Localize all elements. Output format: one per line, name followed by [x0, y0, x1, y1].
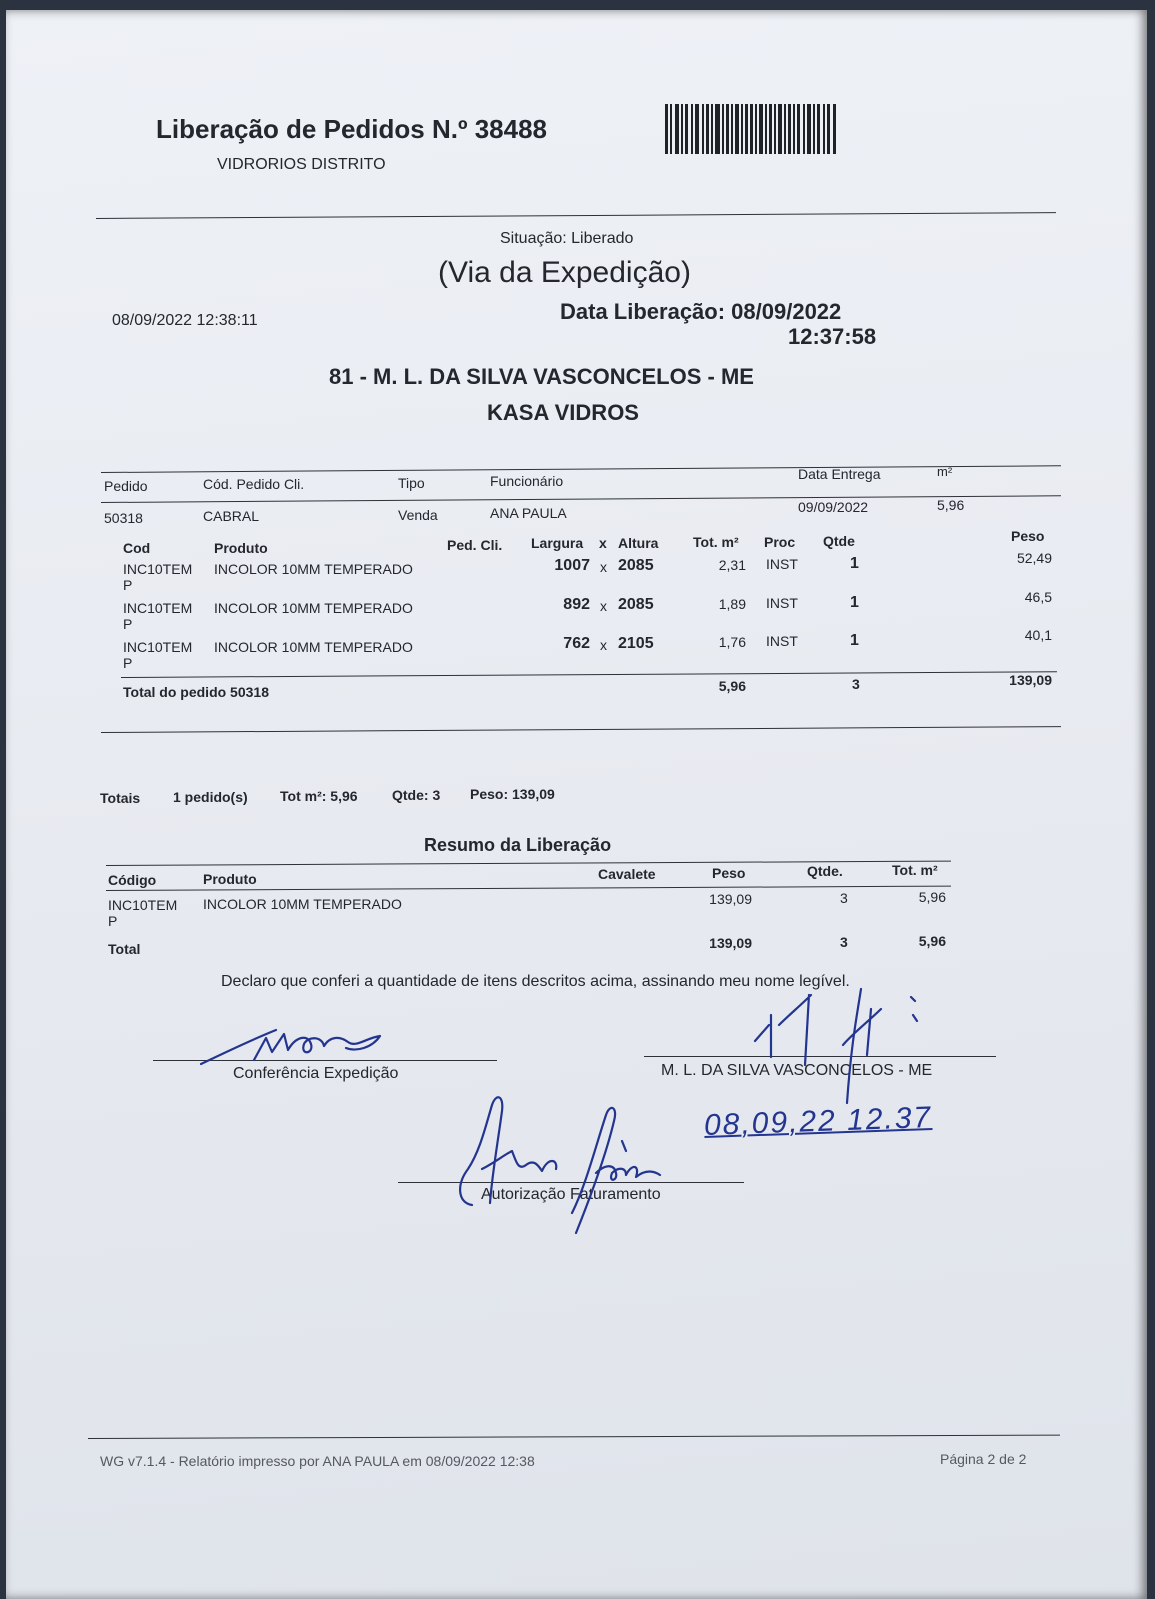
col-header-tipo: Tipo [398, 475, 425, 491]
item-header-peso: Peso [1011, 528, 1045, 544]
item-cod: INC10TEM [123, 600, 193, 616]
document-title: Liberação de Pedidos N.º 38488 [156, 114, 547, 144]
print-datetime: 08/09/2022 12:38:11 [112, 312, 258, 329]
footer-page-number: Página 2 de 2 [940, 1451, 1027, 1467]
autorizacao-label: Autorização Faturamento [481, 1186, 661, 1203]
item-altura: 2105 [618, 635, 654, 652]
cod-cli-value: CABRAL [203, 508, 260, 524]
cliente-fantasia: KASA VIDROS [487, 400, 639, 425]
item-qtde: 1 [850, 555, 859, 572]
total-pedido-peso: 139,09 [1009, 672, 1052, 688]
item-header-x: x [599, 535, 607, 551]
signature-conferencia [196, 1022, 396, 1068]
item-x: x [600, 637, 607, 653]
divider [88, 1435, 1060, 1439]
data-entrega-value: 09/09/2022 [798, 499, 869, 515]
totais-peso: Peso: 139,09 [470, 786, 555, 802]
divider [96, 212, 1056, 219]
item-produto: INCOLOR 10MM TEMPERADO [214, 561, 413, 577]
item-largura: 762 [563, 635, 590, 652]
col-header-m2: m² [937, 464, 953, 479]
barcode-icon [665, 100, 837, 156]
resumo-cod-suffix: P [108, 913, 118, 929]
signature-autorizacao [446, 1085, 676, 1235]
data-liberacao: Data Liberação: 08/09/2022 [560, 299, 842, 324]
item-x: x [600, 598, 607, 614]
item-header-produto: Produto [214, 540, 268, 556]
item-proc: INST [766, 633, 798, 649]
item-tot-m2: 2,31 [718, 557, 746, 573]
totais-label: Totais [100, 790, 141, 806]
totais-m2: Tot m²: 5,96 [280, 788, 358, 804]
col-header-funcionario: Funcionário [490, 473, 564, 489]
resumo-produto: INCOLOR 10MM TEMPERADO [203, 896, 402, 912]
resumo-header-peso: Peso [712, 865, 746, 881]
total-pedido-m2: 5,96 [718, 678, 746, 694]
resumo-qtde: 3 [840, 890, 848, 906]
item-header-altura: Altura [618, 535, 659, 551]
divider [121, 671, 1057, 678]
item-tot-m2: 1,76 [718, 634, 746, 650]
item-header-tot-m2: Tot. m² [693, 534, 739, 550]
data-liberacao-time: 12:37:58 [788, 324, 877, 349]
via-label: (Via da Expedição) [438, 256, 691, 289]
resumo-tot-m2: 5,96 [918, 889, 946, 905]
resumo-header-produto: Produto [203, 871, 257, 887]
cliente-signature-label: M. L. DA SILVA VASCONCELOS - ME [661, 1062, 933, 1079]
divider [101, 726, 1061, 733]
item-cod: INC10TEM [123, 561, 193, 577]
item-altura: 2085 [618, 596, 654, 613]
item-peso: 52,49 [1016, 550, 1052, 566]
situacao-label: Situação: Liberado [500, 230, 634, 247]
handwritten-date: 08,09,22 12.37 [703, 1101, 933, 1142]
item-produto: INCOLOR 10MM TEMPERADO [214, 600, 413, 616]
item-largura: 1007 [554, 557, 590, 574]
footer-report-info: WG v7.1.4 - Relatório impresso por ANA PAULA em 08/09/2022 12:38 [100, 1453, 535, 1469]
item-cod-suffix: P [123, 616, 133, 632]
tipo-value: Venda [398, 507, 438, 523]
item-peso: 40,1 [1024, 627, 1052, 643]
resumo-header-tot-m2: Tot. m² [892, 862, 938, 878]
m2-value: 5,96 [937, 497, 965, 513]
item-altura: 2085 [618, 557, 654, 574]
item-qtde: 1 [850, 594, 859, 611]
resumo-peso: 139,09 [709, 891, 752, 907]
item-cod-suffix: P [123, 655, 133, 671]
resumo-total-peso: 139,09 [709, 935, 752, 951]
signature-cliente [751, 985, 931, 1105]
item-cod: INC10TEM [123, 639, 193, 655]
total-pedido-label: Total do pedido 50318 [123, 684, 269, 700]
item-header-qtde: Qtde [823, 533, 855, 549]
item-largura: 892 [563, 596, 590, 613]
item-peso: 46,5 [1024, 589, 1052, 605]
divider [101, 465, 1061, 473]
item-qtde: 1 [850, 632, 859, 649]
cliente-nome: 81 - M. L. DA SILVA VASCONCELOS - ME [329, 364, 754, 389]
item-header-largura: Largura [531, 535, 584, 551]
pedido-number: 50318 [104, 510, 143, 526]
item-header-proc: Proc [764, 534, 796, 550]
totais-qtde: Qtde: 3 [392, 787, 441, 803]
item-header-cod: Cod [123, 540, 151, 556]
resumo-header-cavalete: Cavalete [598, 866, 656, 882]
document-page [6, 10, 1147, 1599]
col-header-data-entrega: Data Entrega [798, 466, 881, 482]
item-tot-m2: 1,89 [718, 596, 746, 612]
col-header-cod-cli: Cód. Pedido Cli. [203, 476, 305, 492]
total-pedido-qtde: 3 [852, 676, 860, 692]
resumo-total-qtde: 3 [840, 934, 848, 950]
totais-pedidos: 1 pedido(s) [173, 789, 248, 805]
item-x: x [600, 559, 607, 575]
item-proc: INST [766, 595, 798, 611]
item-cod-suffix: P [123, 577, 133, 593]
divider [101, 495, 1061, 503]
resumo-title: Resumo da Liberação [424, 835, 612, 855]
declaracao-text: Declaro que conferi a quantidade de itens descritos acima, assinando meu nome legível. [221, 973, 850, 990]
resumo-header-codigo: Código [108, 872, 157, 888]
resumo-total-tot-m2: 5,96 [918, 933, 946, 949]
item-produto: INCOLOR 10MM TEMPERADO [214, 639, 413, 655]
resumo-cod: INC10TEM [108, 897, 178, 913]
item-header-ped-cli: Ped. Cli. [447, 537, 503, 553]
resumo-header-qtde: Qtde. [807, 863, 843, 879]
conferencia-label: Conferência Expedição [233, 1065, 399, 1082]
resumo-total-label: Total [108, 941, 141, 957]
company-name: VIDRORIOS DISTRITO [217, 156, 386, 173]
col-header-pedido: Pedido [104, 478, 148, 494]
item-proc: INST [766, 556, 798, 572]
funcionario-value: ANA PAULA [490, 505, 567, 521]
